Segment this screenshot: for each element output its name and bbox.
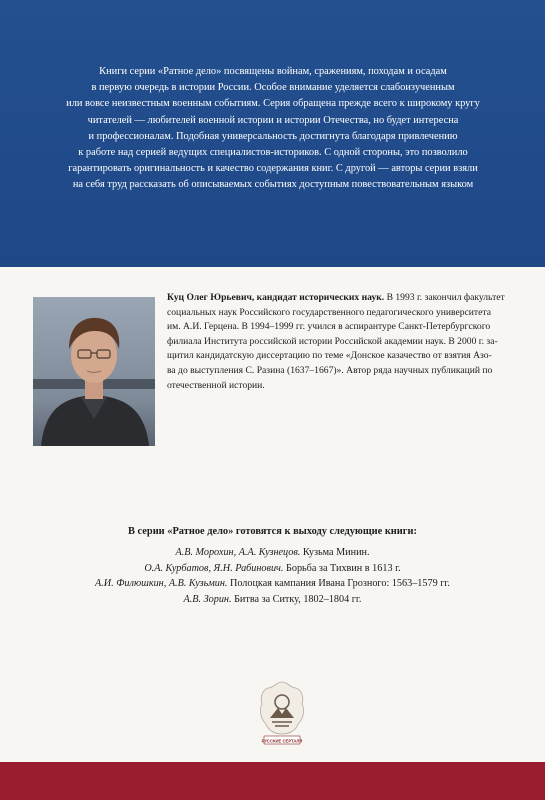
intro-line: Книги серии «Ратное дело» посвящены войнам, сражениям, походам и осадам [99, 66, 447, 77]
intro-line: и профессионалам. Подобная универсальность достигнута благодаря привлечению [88, 130, 458, 142]
red-footer-band [0, 762, 545, 800]
bio-line: Куц Олег Юрьевич, кандидат исторических наук. В 1993 г. закончил факультет [167, 292, 505, 303]
bio-line: социальных наук Российского государственного педагогического университета [167, 306, 491, 318]
upcoming-books-heading: В серии «Ратное дело» готовятся к выходу следующие книги: [128, 526, 417, 537]
bio-line: им. А.И. Герцена. В 1994–1999 гг. учился в аспирантуре Санкт-Петербургского [167, 321, 491, 333]
list-item: О.А. Курбатов, Я.Н. Рабинович. Борьба за Тихвин в 1613 г. [144, 562, 401, 574]
publisher-logo-text: РУССКИЕ СЕРТАЛЯ [261, 738, 303, 744]
intro-line: на себя труд рассказать об описываемых событиях доступным повествовательным языком [72, 179, 474, 191]
bio-line: филиала Института российской истории Российской академии наук. В 2000 г. за- [167, 335, 498, 347]
intro-line: гарантировать оригинальность и качество содержания книг. С другой — авторы серии взяли [68, 163, 478, 175]
blue-header-band [0, 0, 545, 267]
author-photo [33, 297, 155, 446]
bio-line: ва до выступления С. Разина (1637–1667)». Автор ряда научных публикаций по [167, 364, 493, 376]
bio-line: щитил кандидатскую диссертацию по теме «Донское казачество от взятия Азо- [167, 350, 492, 362]
author-name: Куц Олег Юрьевич, кандидат исторических наук. [167, 292, 385, 303]
intro-line: в первую очередь в истории России. Особое внимание уделяется слабоизученным [91, 82, 455, 94]
series-description [38, 64, 508, 194]
intro-line: к работе над серией ведущих специалистов-историков. С одной стороны, это позволило [78, 147, 468, 159]
intro-line: читателей — любителей военной истории и истории Отечества, но будет интересна [87, 114, 459, 126]
list-item: А.В. Морохин, А.А. Кузнецов. Кузьма Минин. [175, 547, 370, 558]
author-bio [167, 291, 519, 393]
list-item: А.И. Филюшкин, А.В. Кузьмин. Полоцкая кампания Ивана Грозного: 1563–1579 гг. [95, 578, 450, 590]
bio-line: отечественной истории. [167, 379, 265, 391]
intro-line: или вовсе неизвестным военным событиям. Серия обращена прежде всего к широкому кругу [66, 98, 480, 110]
upcoming-books-list [0, 545, 545, 607]
publisher-logo [258, 680, 306, 748]
list-item: А.В. Зорин. Битва за Ситку, 1802–1804 гг. [183, 593, 362, 605]
